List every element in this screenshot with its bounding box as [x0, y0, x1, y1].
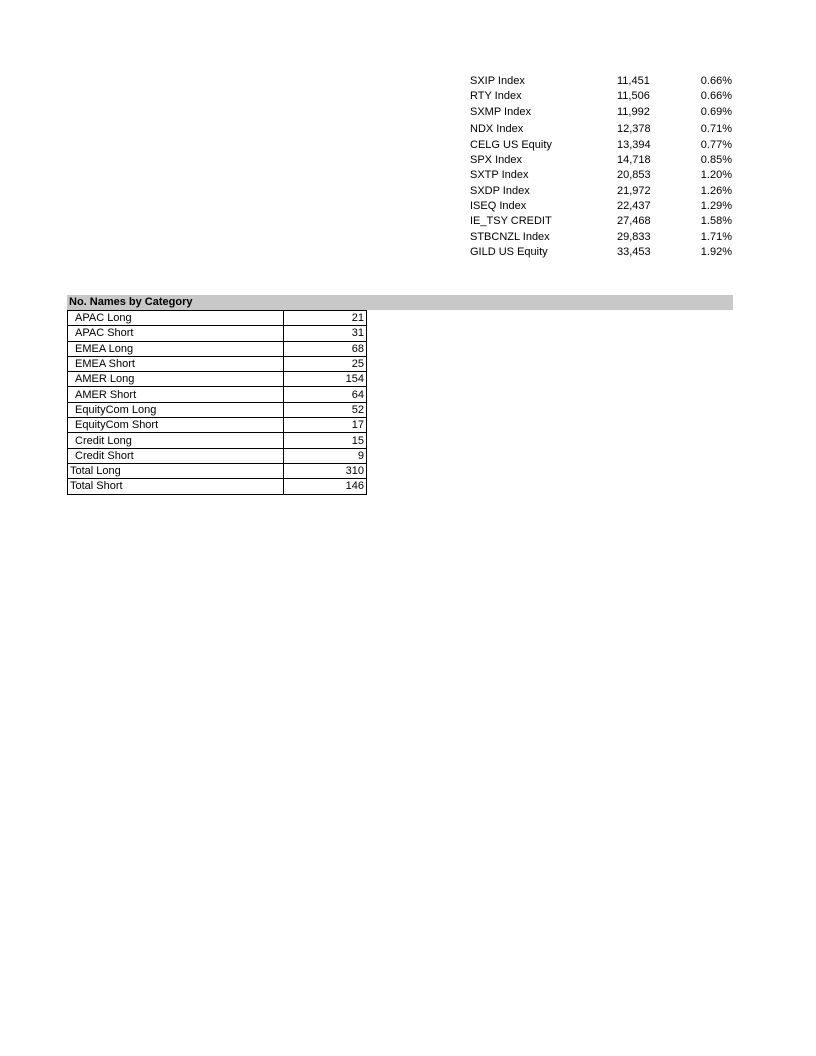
- position-row: [470, 230, 732, 245]
- position-value: 12,378: [617, 122, 651, 135]
- total-row: [68, 463, 367, 478]
- position-value: 14,718: [617, 154, 651, 167]
- position-percent: 0.85%: [700, 154, 732, 167]
- position-row: [470, 89, 732, 104]
- category-label: EMEA Long: [68, 341, 284, 356]
- position-percent: 1.92%: [700, 245, 732, 258]
- table-row: [68, 326, 367, 341]
- category-count: 9: [283, 448, 366, 463]
- total-row: [68, 479, 367, 494]
- total-label: Total Short: [68, 479, 284, 494]
- category-count: 154: [283, 372, 366, 387]
- position-value: 11,451: [617, 75, 650, 87]
- category-header: No. Names by Category: [67, 295, 733, 310]
- position-percent: 0.66%: [700, 90, 732, 103]
- position-row: [470, 214, 732, 229]
- table-row: [68, 448, 367, 463]
- category-label: AMER Short: [68, 387, 284, 402]
- position-name: IE_TSY CREDIT: [470, 215, 552, 228]
- position-name: RTY Index: [470, 90, 522, 103]
- total-count: 146: [283, 479, 366, 494]
- category-count: 64: [283, 387, 366, 402]
- position-value: 11,506: [617, 90, 650, 103]
- position-value: 20,853: [617, 169, 651, 182]
- position-name: SXTP Index: [470, 169, 529, 182]
- position-row: [470, 199, 732, 214]
- category-section: [67, 295, 733, 495]
- category-count: 25: [283, 356, 366, 371]
- category-label: APAC Long: [68, 311, 284, 326]
- position-percent: 1.58%: [700, 215, 732, 228]
- position-name: SPX Index: [470, 154, 522, 167]
- table-row: [68, 433, 367, 448]
- position-value: 33,453: [617, 245, 651, 258]
- category-label: Credit Short: [68, 448, 284, 463]
- position-value: 27,468: [617, 215, 651, 228]
- position-name: SXDP Index: [470, 184, 530, 197]
- category-count: 31: [283, 326, 366, 341]
- position-name: GILD US Equity: [470, 245, 548, 258]
- position-name: ISEQ Index: [470, 200, 527, 213]
- total-label: Total Long: [68, 463, 284, 478]
- position-percent: 1.29%: [700, 200, 732, 213]
- category-label: EMEA Short: [68, 356, 284, 371]
- category-label: EquityCom Long: [68, 402, 284, 417]
- category-label: EquityCom Short: [68, 418, 284, 433]
- category-count: 15: [283, 433, 366, 448]
- position-row: [470, 245, 732, 260]
- table-row: [68, 372, 367, 387]
- position-percent: 0.77%: [700, 138, 732, 151]
- position-name: NDX Index: [470, 122, 524, 135]
- category-table: [67, 310, 367, 495]
- category-count: 17: [283, 418, 366, 433]
- position-percent: 0.66%: [700, 75, 732, 87]
- position-percent: 0.69%: [700, 105, 732, 118]
- category-label: AMER Long: [68, 372, 284, 387]
- position-list: [470, 74, 732, 260]
- position-percent: 0.71%: [700, 122, 732, 135]
- position-row: [470, 168, 732, 183]
- category-label: Credit Long: [68, 433, 284, 448]
- category-count: 21: [283, 311, 366, 326]
- position-percent: 1.71%: [700, 230, 732, 243]
- position-row: [470, 105, 732, 120]
- position-row: [470, 120, 732, 138]
- table-row: [68, 311, 367, 326]
- table-row: [68, 418, 367, 433]
- position-name: CELG US Equity: [470, 138, 552, 151]
- position-name: STBCNZL Index: [470, 230, 550, 243]
- position-value: 11,992: [617, 105, 650, 118]
- position-value: 13,394: [617, 138, 651, 151]
- table-row: [68, 402, 367, 417]
- position-row: [470, 184, 732, 199]
- position-value: 21,972: [617, 184, 651, 197]
- position-percent: 1.20%: [700, 169, 732, 182]
- category-count: 68: [283, 341, 366, 356]
- position-value: 29,833: [617, 230, 651, 243]
- table-row: [68, 387, 367, 402]
- position-value: 22,437: [617, 200, 651, 213]
- table-row: [68, 356, 367, 371]
- total-count: 310: [283, 463, 366, 478]
- table-row: [68, 341, 367, 356]
- category-count: 52: [283, 402, 366, 417]
- position-name: SXMP Index: [470, 105, 531, 118]
- position-row: [470, 153, 732, 168]
- position-percent: 1.26%: [700, 184, 732, 197]
- position-row: [470, 138, 732, 153]
- category-label: APAC Short: [68, 326, 284, 341]
- position-name: SXIP Index: [470, 75, 525, 87]
- position-row: [470, 74, 732, 89]
